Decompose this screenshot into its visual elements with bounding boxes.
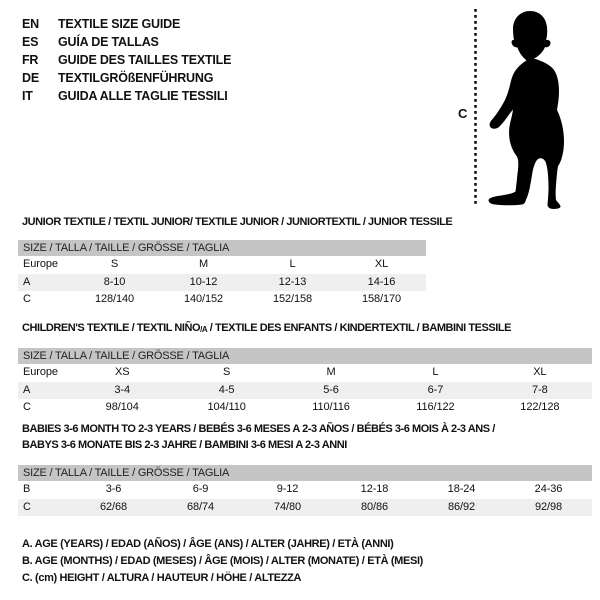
lang-code: EN — [22, 17, 39, 31]
size-cell: 68/74 — [186, 500, 215, 513]
table-row — [18, 291, 426, 309]
lang-title: GUIDE DES TAILLES TEXTILE — [58, 53, 232, 67]
row-label: A — [23, 383, 31, 396]
size-cell: 6-7 — [427, 383, 444, 396]
children-table-title — [22, 322, 511, 334]
size-cell: 98/104 — [105, 401, 139, 413]
height-dashed-line — [473, 9, 478, 207]
size-cell: L — [432, 366, 439, 378]
size-cell: 74/80 — [273, 500, 302, 513]
size-cell: 9-12 — [276, 483, 299, 495]
table-row — [18, 481, 592, 499]
footnote-b: B. AGE (MONTHS) / EDAD (MESES) / ÂGE (MOIS) / ALTER (MONATE) / ETÀ (MESI) — [22, 555, 423, 567]
size-header-bar: SIZE / TALLA / TAILLE / GRÖSSE / TAGLIA — [18, 348, 592, 364]
size-cell: M — [198, 258, 209, 270]
height-label-c: C — [458, 106, 468, 121]
size-cell: 24-36 — [534, 483, 563, 495]
row-label: B — [23, 483, 31, 495]
size-cell: 3-6 — [105, 483, 122, 495]
size-cell: 116/122 — [416, 401, 455, 413]
row-label: Europe — [23, 258, 58, 270]
size-cell: 158/170 — [361, 293, 402, 305]
table-row — [18, 499, 592, 517]
size-cell: 110/116 — [312, 401, 350, 413]
junior-table-title: JUNIOR TEXTILE / TEXTIL JUNIOR/ TEXTILE JUNIOR / JUNIORTEXTIL / JUNIOR TESSILE — [22, 216, 453, 228]
size-cell: XL — [533, 366, 547, 378]
babies-table-title-line1: BABIES 3-6 MONTH TO 2-3 YEARS / BEBÉS 3-6 MESES A 2-3 AÑOS / BÉBÉS 3-6 MOIS À 2-3 ANS / — [22, 423, 495, 435]
size-cell: 62/68 — [99, 500, 128, 513]
lang-title: TEXTILGRÖßENFÜHRUNG — [58, 71, 214, 85]
row-label: C — [23, 293, 31, 305]
size-cell: 152/158 — [272, 293, 313, 305]
lang-code: FR — [22, 53, 39, 67]
lang-code: ES — [22, 35, 39, 49]
size-cell: 7-8 — [532, 383, 548, 396]
size-cell: 6-9 — [192, 483, 209, 495]
size-cell: S — [222, 366, 231, 378]
language-title-block — [22, 15, 231, 105]
lang-code: DE — [22, 71, 39, 85]
junior-table — [18, 240, 426, 309]
size-cell: 86/92 — [447, 500, 476, 513]
table-row — [18, 399, 592, 417]
footnotes-block — [22, 536, 423, 587]
row-label: A — [23, 275, 31, 288]
lang-code: IT — [22, 89, 33, 103]
size-cell: XL — [374, 258, 389, 270]
children-title-post: / TEXTILE DES ENFANTS / KINDERTEXTIL / BAMBINI TESSILE — [207, 322, 512, 334]
size-cell: XS — [114, 366, 130, 378]
size-cell: 104/110 — [207, 401, 246, 413]
size-cell: 92/98 — [534, 500, 563, 513]
lang-row-it — [22, 87, 231, 105]
babies-table — [18, 465, 592, 516]
size-header-bar: SIZE / TALLA / TAILLE / GRÖSSE / TAGLIA — [18, 240, 426, 256]
row-label: C — [23, 500, 31, 513]
size-cell: 140/152 — [183, 293, 224, 305]
size-cell: 18-24 — [447, 483, 476, 495]
size-cell: M — [326, 366, 336, 378]
size-cell: S — [110, 258, 119, 270]
table-row — [18, 382, 592, 400]
size-cell: 12-18 — [360, 483, 389, 495]
size-cell: 8-10 — [103, 275, 126, 288]
size-cell: 12-13 — [278, 275, 307, 288]
lang-title: GUÍA DE TALLAS — [58, 35, 159, 49]
size-cell: 128/140 — [94, 293, 135, 305]
size-cell: 10-12 — [189, 275, 218, 288]
size-cell: L — [289, 258, 296, 270]
size-cell: 14-16 — [367, 275, 396, 288]
footnote-a: A. AGE (YEARS) / EDAD (AÑOS) / ÂGE (ANS) / ALTER (JAHRE) / ETÀ (ANNI) — [22, 538, 394, 550]
children-title-sub: /A — [200, 325, 208, 334]
lang-row-es — [22, 33, 231, 51]
babies-table-title-line2: BABYS 3-6 MONATE BIS 2-3 JAHRE / BAMBINI 3-6 MESI A 2-3 ANNI — [22, 439, 347, 451]
size-cell: 80/86 — [360, 500, 389, 513]
size-cell: 3-4 — [114, 383, 130, 396]
size-cell: 5-6 — [323, 383, 339, 396]
children-table — [18, 348, 592, 417]
table-row — [18, 364, 592, 382]
size-cell: 4-5 — [218, 383, 235, 396]
size-header-bar: SIZE / TALLA / TAILLE / GRÖSSE / TAGLIA — [18, 465, 592, 481]
lang-title: GUIDA ALLE TAGLIE TESSILI — [58, 89, 228, 103]
table-row — [18, 274, 426, 292]
row-label: Europe — [23, 366, 58, 378]
size-cell: 122/128 — [520, 401, 560, 413]
lang-row-fr — [22, 51, 231, 69]
table-row — [18, 256, 426, 274]
lang-row-en — [22, 15, 231, 33]
baby-silhouette — [480, 0, 600, 220]
footnote-c: C. (cm) HEIGHT / ALTURA / HAUTEUR / HÖHE / ALTEZZA — [22, 572, 302, 584]
lang-row-de — [22, 69, 231, 87]
children-title-pre: CHILDREN'S TEXTILE / TEXTIL NIÑO — [22, 322, 201, 334]
row-label: C — [23, 401, 31, 413]
lang-title: TEXTILE SIZE GUIDE — [58, 17, 181, 31]
